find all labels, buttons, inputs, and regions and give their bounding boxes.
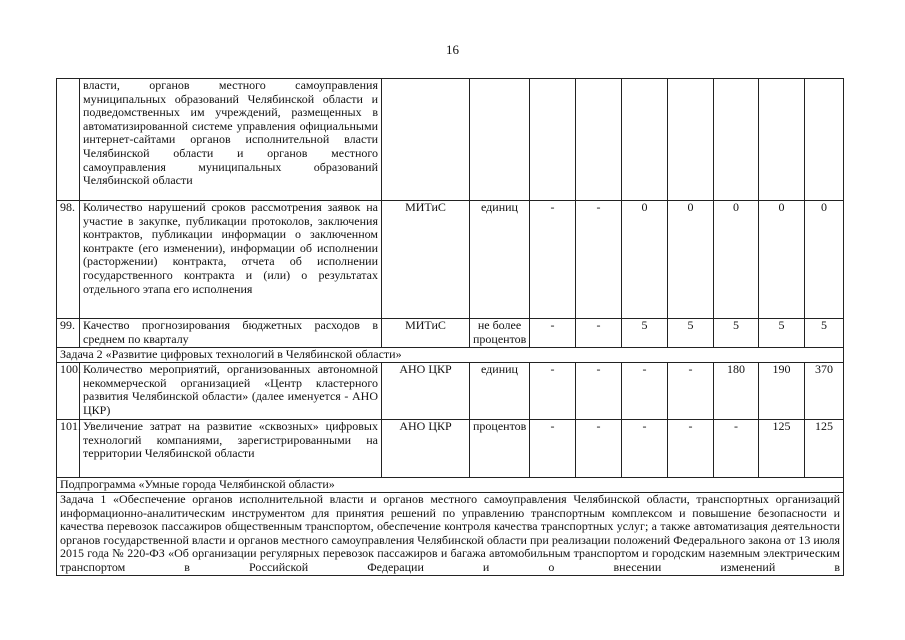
responsible-org: МИТиС bbox=[382, 319, 470, 348]
value-5 bbox=[714, 79, 759, 201]
value-7: 0 bbox=[805, 201, 844, 319]
value-2 bbox=[576, 79, 622, 201]
value-6: 0 bbox=[759, 201, 805, 319]
value-6: 190 bbox=[759, 363, 805, 420]
value-2: - bbox=[576, 319, 622, 348]
value-7: 125 bbox=[805, 420, 844, 478]
value-2: - bbox=[576, 420, 622, 478]
value-5: 180 bbox=[714, 363, 759, 420]
task-description: Задача 1 «Обеспечение органов исполнительной власти и органов местного самоуправления Челябинской области, транспортных организаций информационно-аналитическим инструментом для принятия решений по управлению транспортным комплексом и повышение безопасности и качества перевозок пассажиров общественным транспортом, обеспечение контроля качества транспортных услуг; а также автоматизация деятельности органов государственной власти и органов местного самоуправления Челябинской области при реализации положений Федерального закона от 13 июля 2015 года № 220-ФЗ «Об организации регулярных перевозок пассажиров и багажа автомобильным транспортом и городским наземным электрическим транспортом в Российской Федерации и о внесении изменений в bbox=[57, 493, 844, 576]
value-1: - bbox=[530, 319, 576, 348]
indicator-description: Увеличение затрат на развитие «сквозных» цифровых технологий компаниями, зарегистрированными на территории Челябинской области bbox=[80, 420, 382, 478]
value-5: 5 bbox=[714, 319, 759, 348]
row-number: 100. bbox=[57, 363, 80, 420]
unit bbox=[470, 79, 530, 201]
unit: единиц bbox=[470, 201, 530, 319]
value-1: - bbox=[530, 201, 576, 319]
value-6: 125 bbox=[759, 420, 805, 478]
section-row bbox=[57, 348, 844, 363]
indicator-description: Качество прогнозирования бюджетных расходов в среднем по кварталу bbox=[80, 319, 382, 348]
responsible-org: АНО ЦКР bbox=[382, 363, 470, 420]
responsible-org: МИТиС bbox=[382, 201, 470, 319]
value-4: 0 bbox=[668, 201, 714, 319]
value-1 bbox=[530, 79, 576, 201]
row-number bbox=[57, 79, 80, 201]
value-4: - bbox=[668, 420, 714, 478]
value-4: - bbox=[668, 363, 714, 420]
unit: единиц bbox=[470, 363, 530, 420]
value-1: - bbox=[530, 420, 576, 478]
section-row bbox=[57, 478, 844, 493]
table-row bbox=[57, 79, 844, 201]
table-row bbox=[57, 420, 844, 478]
value-7 bbox=[805, 79, 844, 201]
indicator-description: Количество нарушений сроков рассмотрения заявок на участие в закупке, публикации протоколов, заключения контрактов, публикации информации о заключенном контракте (его изменении), информации об исполнении (расторжении) контракта, отчета об исполнении государственного контракта и (или) о результатах отдельного этапа его исполнения bbox=[80, 201, 382, 319]
table-row bbox=[57, 201, 844, 319]
table-row bbox=[57, 319, 844, 348]
page-number: 16 bbox=[446, 42, 459, 57]
indicators-table bbox=[56, 78, 844, 576]
row-number: 98. bbox=[57, 201, 80, 319]
responsible-org bbox=[382, 79, 470, 201]
value-5: 0 bbox=[714, 201, 759, 319]
responsible-org: АНО ЦКР bbox=[382, 420, 470, 478]
value-7: 370 bbox=[805, 363, 844, 420]
indicator-description: Количество мероприятий, организованных автономной некоммерческой организацией «Центр кластерного развития Челябинской области» (далее именуется - АНО ЦКР) bbox=[80, 363, 382, 420]
section-row bbox=[57, 493, 844, 576]
value-1: - bbox=[530, 363, 576, 420]
value-5: - bbox=[714, 420, 759, 478]
value-3: - bbox=[622, 363, 668, 420]
value-3: 5 bbox=[622, 319, 668, 348]
value-6: 5 bbox=[759, 319, 805, 348]
indicator-description: власти, органов местного самоуправления муниципальных образований Челябинской области и подведомственных им учреждений, размещенных в автоматизированной системе управления официальными интернет-сайтами органов исполнительной власти Челябинской области и органов местного самоуправления муниципальных образований Челябинской области bbox=[80, 79, 382, 201]
value-4 bbox=[668, 79, 714, 201]
value-3: 0 bbox=[622, 201, 668, 319]
value-4: 5 bbox=[668, 319, 714, 348]
row-number: 101. bbox=[57, 420, 80, 478]
row-number: 99. bbox=[57, 319, 80, 348]
value-2: - bbox=[576, 363, 622, 420]
value-7: 5 bbox=[805, 319, 844, 348]
unit: процентов bbox=[470, 420, 530, 478]
value-3: - bbox=[622, 420, 668, 478]
subprogram-heading: Подпрограмма «Умные города Челябинской области» bbox=[57, 478, 844, 493]
table-row bbox=[57, 363, 844, 420]
section-heading: Задача 2 «Развитие цифровых технологий в Челябинской области» bbox=[57, 348, 844, 363]
value-6 bbox=[759, 79, 805, 201]
value-2: - bbox=[576, 201, 622, 319]
unit: не более процентов bbox=[470, 319, 530, 348]
value-3 bbox=[622, 79, 668, 201]
